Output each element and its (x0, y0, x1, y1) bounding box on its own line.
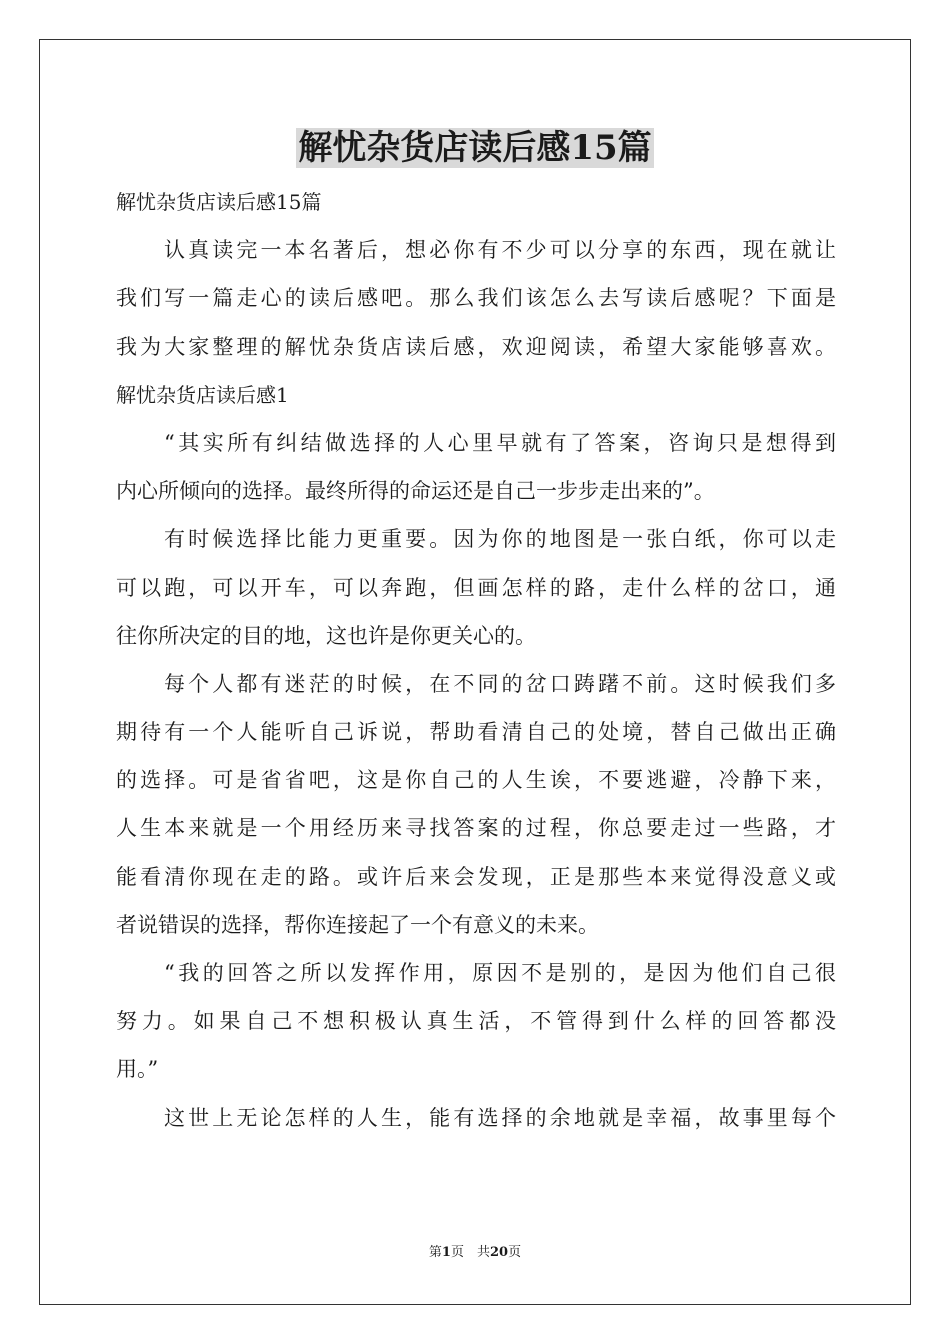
paragraph-line: 人生本来就是一个用经历来寻找答案的过程，你总要走过一些路，才 (116, 816, 836, 841)
section-heading: 解忧杂货店读后感1 (116, 382, 289, 407)
paragraph-line: 内心所倾向的选择。最终所得的命运还是自己一步步走出来的”。 (116, 479, 715, 504)
footer-page-total: 20 (489, 1245, 509, 1260)
paragraph-line: 认真读完一本名著后，想必你有不少可以分享的东西，现在就让 (164, 238, 836, 263)
footer-page-mid: 页 共 (450, 1245, 490, 1260)
document-title-text: 解忧杂货店读后感15篇 (298, 128, 652, 168)
section-heading: 解忧杂货店读后感15篇 (116, 190, 322, 214)
paragraph-line: 用。” (116, 1057, 159, 1082)
paragraph-line: 努力。如果自己不想积极认真生活，不管得到什么样的回答都没 (116, 1009, 836, 1034)
paragraph-line: 每个人都有迷茫的时候，在不同的岔口踌躇不前。这时候我们多 (164, 671, 836, 696)
paragraph-line: “我的回答之所以发挥作用，原因不是别的，是因为他们自己很 (164, 961, 836, 985)
paragraph-line: 这世上无论怎样的人生，能有选择的余地就是幸福，故事里每个 (164, 1105, 836, 1130)
footer-page-current: 1 (441, 1245, 451, 1260)
paragraph-line: 的选择。可是省省吧，这是你自己的人生诶，不要逃避，冷静下来， (116, 768, 836, 793)
footer-page-prefix: 第 (428, 1245, 442, 1260)
paragraph-line: 者说错误的选择，帮你连接起了一个有意义的未来。 (116, 912, 599, 937)
footer-page-suffix: 页 (508, 1245, 522, 1260)
paragraph-line: 往你所决定的目的地，这也许是你更关心的。 (116, 623, 536, 648)
paragraph-line: 可以跑，可以开车，可以奔跑，但画怎样的路，走什么样的岔口，通 (116, 575, 836, 600)
paragraph-line: 我们写一篇走心的读后感吧。那么我们该怎么去写读后感呢？下面是 (116, 286, 836, 311)
paragraph-line: 期待有一个人能听自己诉说，帮助看清自己的处境，替自己做出正确 (116, 720, 836, 745)
document-title (0, 126, 950, 170)
paragraph-line: “其实所有纠结做选择的人心里早就有了答案，咨询只是想得到 (164, 430, 836, 455)
document-body (116, 178, 836, 1142)
paragraph-line: 能看清你现在走的路。或许后来会发现，正是那些本来觉得没意义或 (116, 864, 836, 889)
paragraph-line: 我为大家整理的解忧杂货店读后感，欢迎阅读，希望大家能够喜欢。 (116, 334, 836, 359)
page-footer (0, 1244, 950, 1262)
paragraph-line: 有时候选择比能力更重要。因为你的地图是一张白纸，你可以走 (164, 527, 836, 552)
